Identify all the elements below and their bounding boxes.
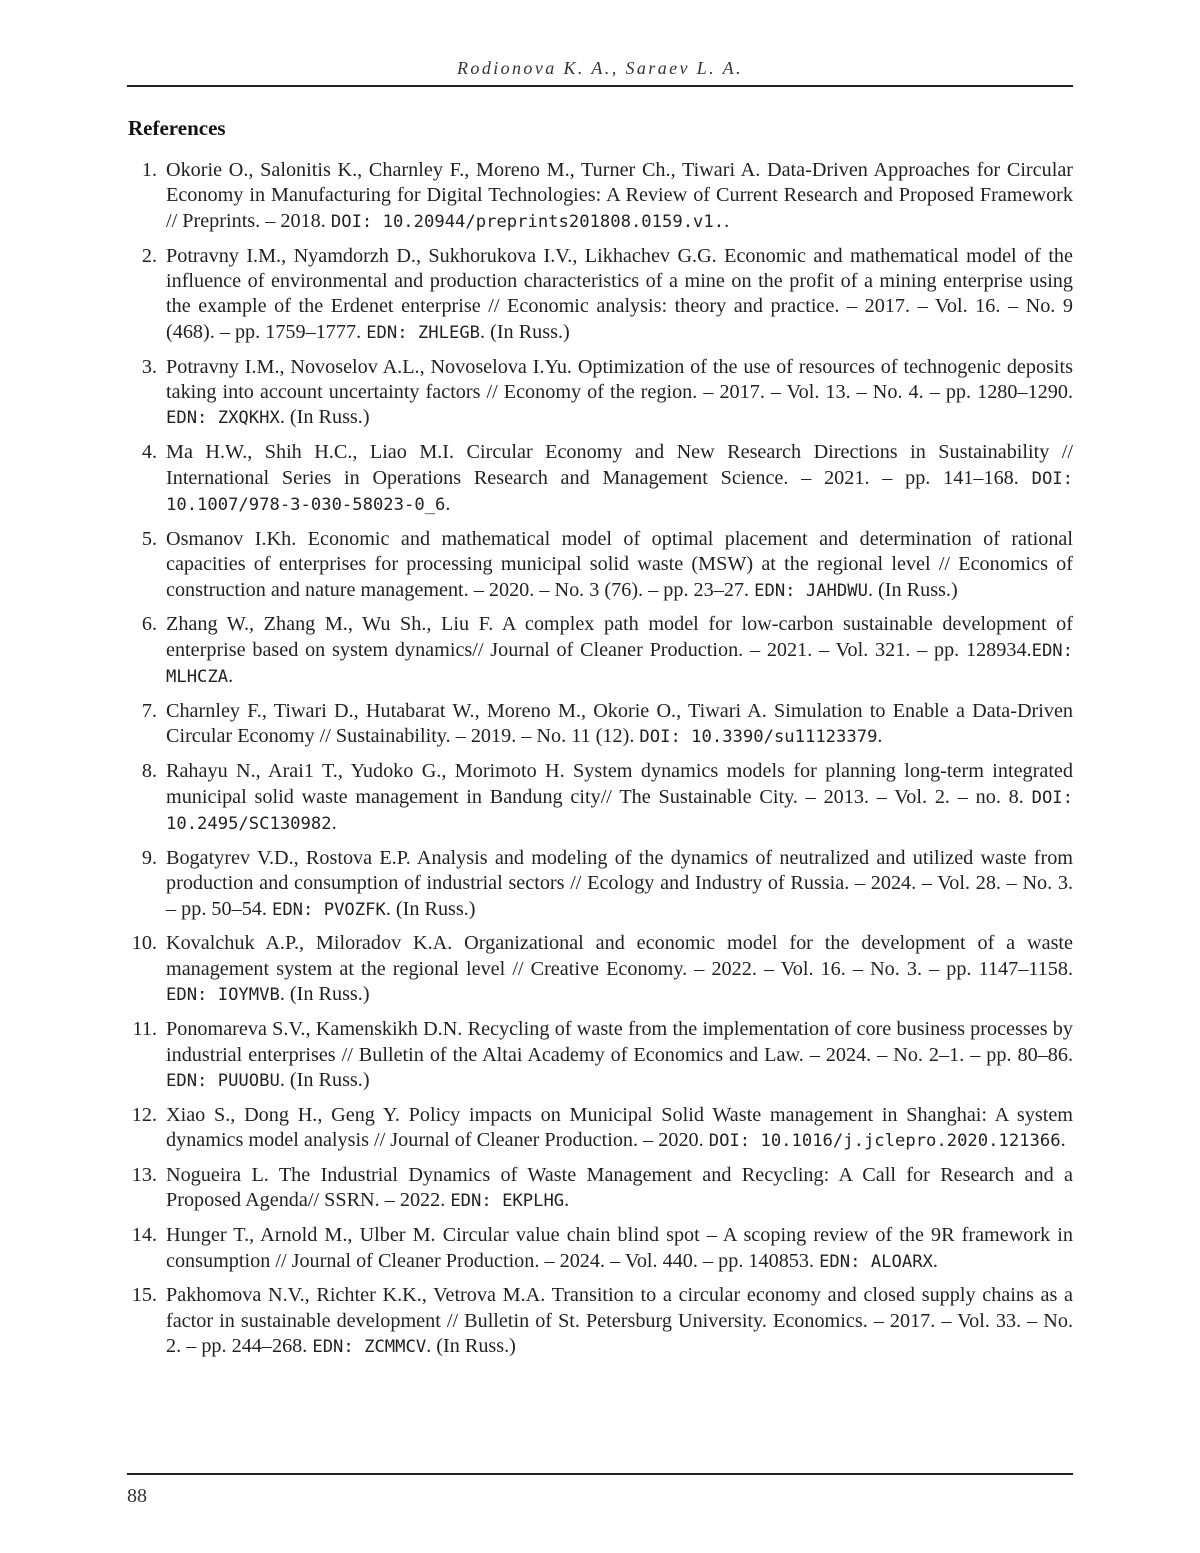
reference-identifier: EDN: ZCMMCV: [312, 1337, 426, 1357]
reference-item: [127, 846, 1073, 923]
reference-text: Bogatyrev V.D., Rostova E.P. Analysis and modeling of the dynamics of neutralized and utilized waste from production and consumption of industrial sectors // Ecology and Industry of Russia. – 2024. – Vol. 28. – No. 3. – pp. 50–54.: [166, 847, 1073, 920]
reference-text: Charnley F., Tiwari D., Hutabarat W., Moreno M., Okorie O., Tiwari A. Simulation to Enable a Data-Driven Circular Economy // Sustainability. – 2019. – No. 11 (12).: [166, 700, 1073, 747]
reference-tail: .: [724, 210, 729, 232]
reference-number: 8.: [127, 759, 157, 784]
reference-identifier: EDN: ZHLEGB: [366, 323, 480, 343]
footer-divider: [127, 1473, 1073, 1475]
reference-item: [127, 931, 1073, 1008]
reference-number: 7.: [127, 699, 157, 724]
reference-item: [127, 527, 1073, 604]
reference-tail: .: [228, 665, 233, 687]
reference-number: 2.: [127, 244, 157, 269]
reference-item: [127, 1103, 1073, 1155]
reference-tail: . (In Russ.): [480, 321, 570, 343]
reference-number: 1.: [127, 158, 157, 183]
header-divider: [127, 85, 1073, 87]
reference-item: [127, 699, 1073, 751]
reference-text: Okorie O., Salonitis K., Charnley F., Moreno M., Turner Ch., Tiwari A. Data-Driven Approaches for Circular Economy in Manufacturing for Digital Technologies: A Review of Current Research and Proposed Framework // Preprints. – 2018.: [166, 159, 1073, 232]
reference-item: [127, 759, 1073, 837]
reference-identifier: EDN: PVOZFK: [272, 900, 386, 920]
reference-number: 13.: [127, 1163, 157, 1188]
reference-number: 12.: [127, 1103, 157, 1128]
reference-text: Rahayu N., Arai1 T., Yudoko G., Morimoto H. System dynamics models for planning long-term integrated municipal solid waste management in Bandung city// The Sustainable City. – 2013. – Vol. 2. – no. 8.: [166, 760, 1073, 807]
reference-tail: .: [332, 812, 337, 834]
reference-item: [127, 1163, 1073, 1215]
reference-identifier: DOI: 10.2495/SC130982: [166, 788, 1073, 834]
reference-number: 5.: [127, 527, 157, 552]
reference-identifier: DOI: 10.3390/su11123379: [639, 727, 877, 747]
reference-text: Xiao S., Dong H., Geng Y. Policy impacts on Municipal Solid Waste management in Shanghai: A system dynamics model analysis // Journal of Cleaner Production. – 2020.: [166, 1104, 1073, 1151]
reference-item: [127, 158, 1073, 235]
reference-item: [127, 244, 1073, 347]
reference-tail: . (In Russ.): [280, 406, 370, 428]
reference-identifier: EDN: EKPLHG: [450, 1191, 564, 1211]
reference-number: 9.: [127, 846, 157, 871]
reference-text: Hunger T., Arnold M., Ulber M. Circular value chain blind spot – A scoping review of the 9R framework in consumption // Journal of Cleaner Production. – 2024. – Vol. 440. – pp. 140853.: [166, 1224, 1073, 1271]
reference-identifier: EDN: ZXQKHX: [166, 408, 280, 428]
reference-text: Potravny I.M., Nyamdorzh D., Sukhorukova I.V., Likhachev G.G. Economic and mathematical model of the influence of environmental and production characteristics of a mine on the profit of a mining enterprise using the example of the Erdenet enterprise // Economic analysis: theory and practice. – 2017. – Vol. 16. – No. 9 (468). – pp. 1759–1777.: [166, 245, 1073, 343]
reference-text: Nogueira L. The Industrial Dynamics of Waste Management and Recycling: A Call for Research and a Proposed Agenda// SSRN. – 2022.: [166, 1164, 1073, 1211]
reference-item: [127, 1283, 1073, 1360]
reference-tail: .: [564, 1189, 569, 1211]
reference-identifier: DOI: 10.1007/978-3-030-58023-0_6: [166, 469, 1073, 515]
reference-identifier: EDN: PUUOBU: [166, 1071, 280, 1091]
reference-text: Zhang W., Zhang M., Wu Sh., Liu F. A complex path model for low-carbon sustainable development of enterprise based on system dynamics// Journal of Cleaner Production. – 2021. – Vol. 321. – pp. 128934.: [166, 613, 1073, 660]
reference-tail: .: [877, 725, 882, 747]
reference-identifier: EDN: JAHDWU: [754, 581, 868, 601]
reference-tail: . (In Russ.): [280, 1069, 370, 1091]
reference-identifier: EDN: IOYMVB: [166, 985, 280, 1005]
reference-number: 3.: [127, 355, 157, 380]
reference-text: Osmanov I.Kh. Economic and mathematical model of optimal placement and determination of rational capacities of enterprises for processing municipal solid waste (MSW) at the regional level // Economics of construction and nature management. – 2020. – No. 3 (76). – pp. 23–27.: [166, 528, 1073, 601]
reference-item: [127, 1223, 1073, 1275]
reference-identifier: DOI: 10.20944/preprints201808.0159.v1.: [331, 212, 724, 232]
reference-text: Ponomareva S.V., Kamenskikh D.N. Recycling of waste from the implementation of core business processes by industrial enterprises // Bulletin of the Altai Academy of Economics and Law. – 2024. – No. 2–1. – pp. 80–86.: [166, 1018, 1073, 1065]
reference-tail: . (In Russ.): [426, 1335, 516, 1357]
reference-number: 14.: [127, 1223, 157, 1248]
reference-identifier: EDN: ALOARX: [819, 1252, 933, 1272]
reference-tail: . (In Russ.): [280, 983, 370, 1005]
section-title: References: [128, 116, 226, 141]
page-number: 88: [127, 1485, 147, 1508]
reference-text: Potravny I.M., Novoselov A.L., Novoselova I.Yu. Optimization of the use of resources of technogenic deposits taking into account uncertainty factors // Economy of the region. – 2017. – Vol. 13. – No. 4. – pp. 1280–1290.: [166, 356, 1073, 403]
running-header: Rodionova K. A., Saraev L. A.: [127, 58, 1073, 79]
reference-text: Kovalchuk A.P., Miloradov K.A. Organizational and economic model for the development of a waste management system at the regional level // Creative Economy. – 2022. – Vol. 16. – No. 3. – pp. 1147–1158.: [166, 932, 1073, 979]
reference-tail: . (In Russ.): [868, 579, 958, 601]
reference-list: [127, 158, 1073, 1369]
reference-number: 11.: [127, 1017, 157, 1042]
reference-item: [127, 612, 1073, 690]
reference-tail: .: [933, 1250, 938, 1272]
reference-identifier: DOI: 10.1016/j.jclepro.2020.121366: [709, 1131, 1061, 1151]
reference-item: [127, 355, 1073, 432]
reference-tail: .: [445, 493, 450, 515]
reference-tail: .: [1061, 1129, 1066, 1151]
reference-number: 4.: [127, 440, 157, 465]
reference-tail: . (In Russ.): [386, 898, 476, 920]
reference-item: [127, 440, 1073, 518]
reference-number: 15.: [127, 1283, 157, 1308]
reference-number: 10.: [127, 931, 157, 956]
reference-number: 6.: [127, 612, 157, 637]
reference-text: Pakhomova N.V., Richter K.K., Vetrova M.A. Transition to a circular economy and closed supply chains as a factor in sustainable development // Bulletin of St. Petersburg University. Economics. – 2017. – Vol. 33. – No. 2. – pp. 244–268.: [166, 1284, 1073, 1357]
reference-text: Ma H.W., Shih H.C., Liao M.I. Circular Economy and New Research Directions in Sustainability // International Series in Operations Research and Management Science. – 2021. – pp. 141–168.: [166, 441, 1073, 488]
reference-item: [127, 1017, 1073, 1094]
reference-identifier: EDN: MLHCZA: [166, 641, 1073, 687]
